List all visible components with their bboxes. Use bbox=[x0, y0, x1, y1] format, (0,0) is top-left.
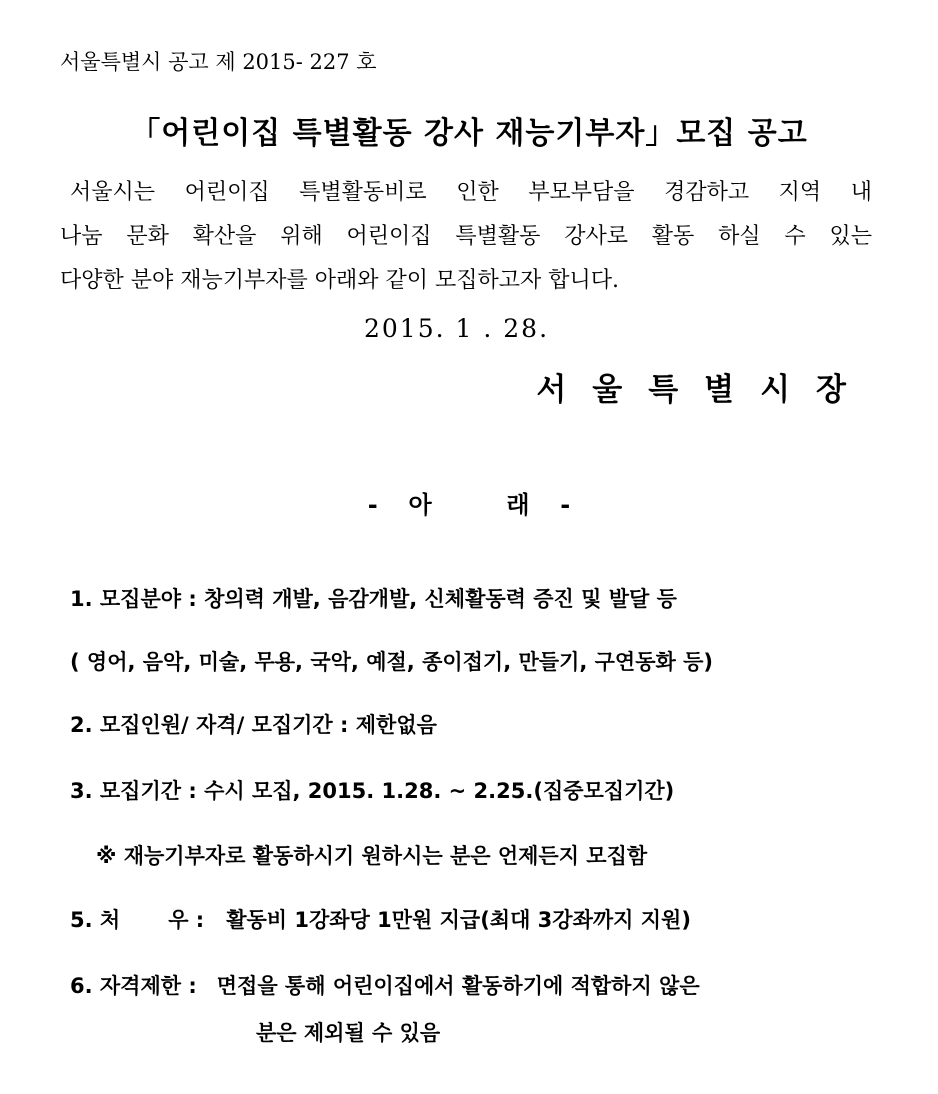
mayor-signature: 서울특별시장 bbox=[536, 372, 872, 408]
list-item: 2. 모집인원/ 자격/ 모집기간 : 제한없음 bbox=[70, 713, 437, 737]
list-item bbox=[70, 904, 691, 934]
section-heading bbox=[0, 485, 938, 520]
notice-date: 2015. 1 . 28. bbox=[364, 314, 550, 343]
list-item: 1. 모집분야 : 창의력 개발, 음감개발, 신체활동력 증진 및 발달 등 bbox=[70, 587, 677, 611]
item-text: 면접을 통해 어린이집에서 활동하기에 적합하지 않은 bbox=[216, 974, 700, 998]
item-text: 활동비 1강좌당 1만원 지급(최대 3강좌까지 지원) bbox=[226, 908, 691, 932]
heading-word: 아 bbox=[408, 491, 432, 519]
list-item: 3. 모집기간 : 수시 모집, 2015. 1.28. ~ 2.25.(집중모집기간) bbox=[70, 779, 675, 803]
intro-line: 나눔 문화 확산을 위해 어린이집 특별활동 강사로 활동 하실 수 있는 bbox=[60, 224, 872, 249]
intro-line: 다양한 분야 재능기부자를 아래와 같이 모집하고자 합니다. bbox=[60, 268, 620, 293]
list-item bbox=[70, 970, 700, 1000]
document-title: 「어린이집 특별활동 강사 재능기부자」모집 공고 bbox=[130, 116, 808, 151]
list-note: ※ 재능기부자로 활동하시기 원하시는 분은 언제든지 모집함 bbox=[96, 844, 648, 868]
heading-dash: - bbox=[367, 491, 378, 519]
notice-number: 서울특별시 공고 제 2015- 227 호 bbox=[60, 50, 377, 74]
list-item: ( 영어, 음악, 미술, 무용, 국악, 예절, 종이접기, 만들기, 구연동화 등) bbox=[70, 650, 713, 674]
list-item-continuation: 분은 제외될 수 있음 bbox=[256, 1021, 441, 1045]
intro-line: 서울시는 어린이집 특별활동비로 인한 부모부담을 경감하고 지역 내 bbox=[70, 180, 872, 205]
heading-dash: - bbox=[560, 491, 571, 519]
item-label: 5. 처 bbox=[70, 908, 121, 932]
heading-word: 래 bbox=[506, 491, 530, 519]
item-label: 6. 자격제한 : bbox=[70, 974, 197, 998]
item-label: 우 : bbox=[168, 908, 205, 932]
